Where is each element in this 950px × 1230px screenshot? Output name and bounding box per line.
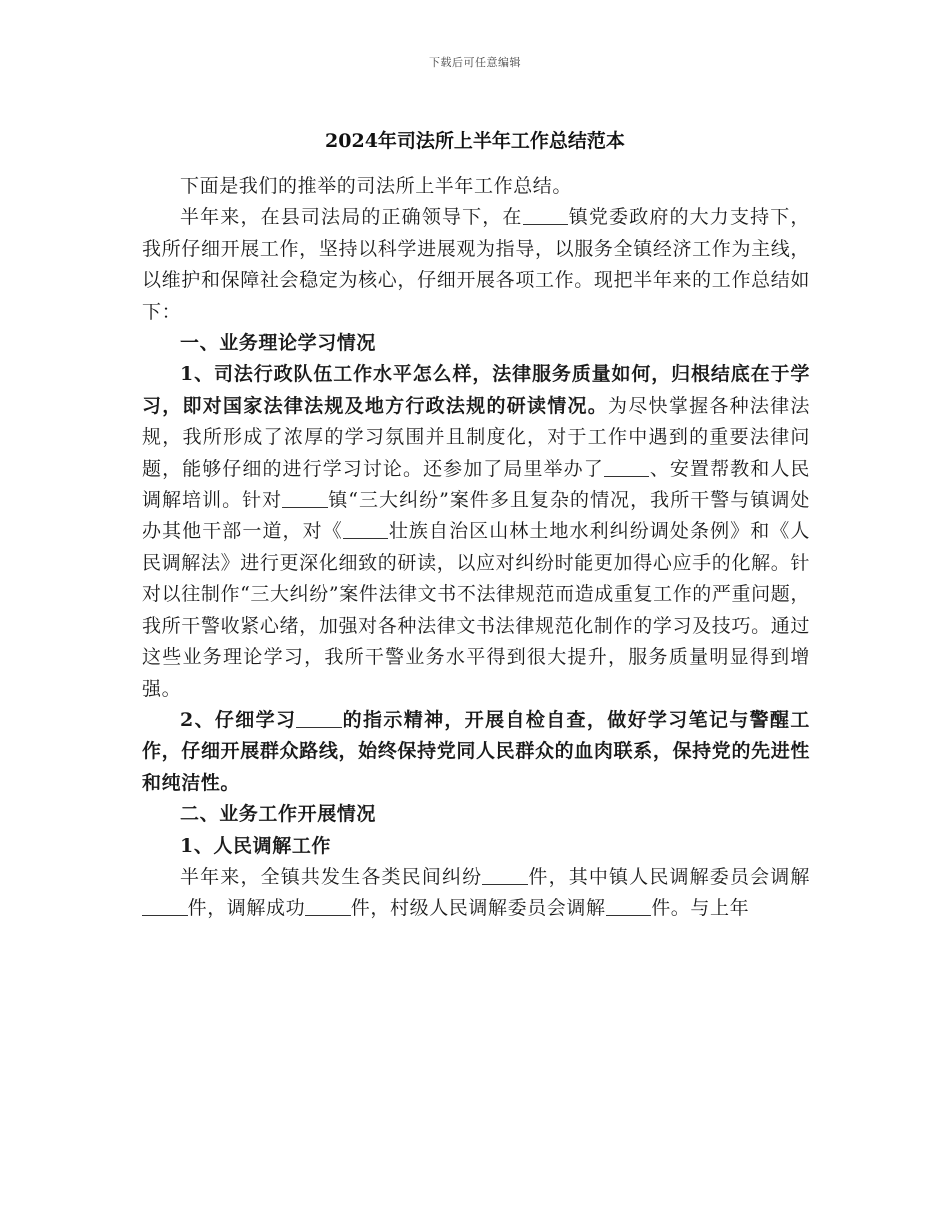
summary-text-part: 半年来，在县司法局的正确领导下，在 <box>180 206 523 229</box>
item-1-paragraph <box>142 359 810 704</box>
section-heading-2: 二、业务工作开展情况 <box>180 803 377 826</box>
summary-paragraph <box>142 202 810 328</box>
summary-text-part: 镇党委政府的大力支持下，我所仔细开展工作，坚持以科学进展观为指导，以服务全镇经济工作为主线，以维护和保障社会稳定为核心，仔细开展各项工作。现把半年来的工作总结如下： <box>142 206 811 323</box>
mediation-text-part: 件。与上年 <box>651 897 750 920</box>
mediation-text-part: 半年来，全镇共发生各类民间纠纷 <box>180 865 483 888</box>
blank-field <box>343 519 389 539</box>
intro-paragraph: 下面是我们的推举的司法所上半年工作总结。 <box>180 175 573 197</box>
item-1-text-part: 镇“三大纠纷”案件多且复杂的情况，我所干警与镇调处办其他干部一道，对《 <box>142 489 810 543</box>
blank-field <box>305 896 351 916</box>
header-note: 下载后可任意编辑 <box>429 56 521 69</box>
blank-field <box>296 708 342 728</box>
section-heading-1: 一、业务理论学习情况 <box>180 332 377 355</box>
document-body <box>142 171 810 925</box>
item-2-text-part: 的指示精神，开展自检自查，做好学习笔记与警醒工作，仔细开展群众路线，始终保持党同人民群众的血肉联系，保持党的先进性和纯洁性。 <box>142 708 810 794</box>
page-title: 2024年司法所上半年工作总结范本 <box>325 130 625 152</box>
item-2-paragraph <box>142 705 810 799</box>
blank-field <box>606 896 652 916</box>
blank-field <box>604 457 650 477</box>
mediation-text-part: 件，其中镇人民调解委员会调解 <box>527 865 810 888</box>
item-1-text-part: 为尽快掌握各种法律法规，我所形成了浓厚的学习氛围并且制度化，对于工作中遇到的重要法律问题，能够仔细的进行学习讨论。还参加了局里举办了 <box>142 394 810 480</box>
mediation-paragraph <box>142 862 810 925</box>
blank-field <box>282 488 328 508</box>
item-1-text-part: 壮族自治区山林土地水利纠纷调处条例》和《人民调解法》进行更深化细致的研读，以应对纠纷时能更加得心应手的化解。针对以往制作“三大纠纷”案件法律文书不法律规范而造成重复工作的严重问题，我所干警收紧心绪，加强对各种法律文书法律规范化制作的学习及技巧。通过这些业务理论学习，我所干警业务水平得到很大提升，服务质量明显得到增强。 <box>142 520 810 700</box>
mediation-text-part: 件，村级人民调解委员会调解 <box>350 897 606 920</box>
blank-field <box>523 205 569 225</box>
blank-field <box>482 865 528 885</box>
blank-field <box>142 896 188 916</box>
mediation-text-part: 件，调解成功 <box>187 897 306 920</box>
item-1-text-part: 、安置帮教和人民调解培训。针对 <box>142 457 810 512</box>
item-1-bold-text: 1、司法行政队伍工作水平怎么样，法律服务质量如何，归根结底在于学习，即对国家法律法规及地方行政法规的研读情况。 <box>142 363 810 417</box>
item-2-text-part: 2、仔细学习 <box>180 708 297 731</box>
subsection-heading-1: 1、人民调解工作 <box>180 834 332 857</box>
